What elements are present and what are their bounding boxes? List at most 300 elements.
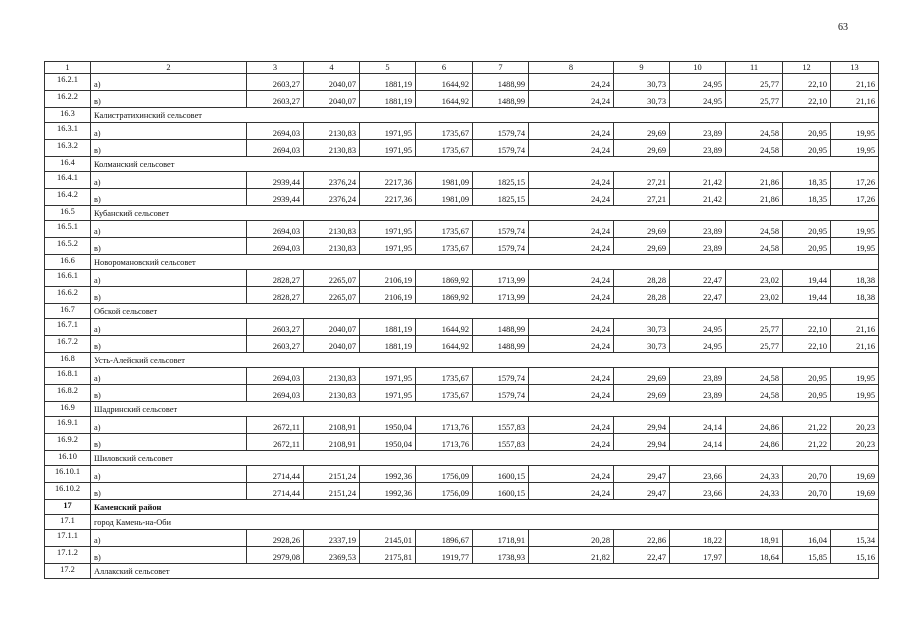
table-row <box>45 483 879 500</box>
value-cell: 2151,24 <box>304 483 360 500</box>
column-header: 13 <box>831 62 879 74</box>
value-cell: 1881,19 <box>360 319 416 336</box>
value-cell: 2603,27 <box>247 319 304 336</box>
column-header: 4 <box>304 62 360 74</box>
value-cell: 1881,19 <box>360 74 416 91</box>
table-row <box>45 74 879 91</box>
value-cell: 24,24 <box>529 189 614 206</box>
value-cell: 25,77 <box>726 336 783 353</box>
row-code: 16.5 <box>45 206 91 221</box>
value-cell: 24,14 <box>670 434 726 451</box>
section-title: Обской сельсовет <box>91 304 879 319</box>
value-cell: 1644,92 <box>416 336 473 353</box>
table-row <box>45 91 879 108</box>
value-cell: 2130,83 <box>304 385 360 402</box>
value-cell: 17,97 <box>670 547 726 564</box>
section-title: Усть-Алейский сельсовет <box>91 353 879 368</box>
value-cell: 19,95 <box>831 368 879 385</box>
column-header: 2 <box>91 62 247 74</box>
row-label: в) <box>91 287 247 304</box>
value-cell: 2828,27 <box>247 270 304 287</box>
value-cell: 1971,95 <box>360 123 416 140</box>
value-cell: 24,58 <box>726 123 783 140</box>
value-cell: 2108,91 <box>304 434 360 451</box>
table-row <box>45 336 879 353</box>
value-cell: 15,85 <box>783 547 831 564</box>
section-row <box>45 304 879 319</box>
value-cell: 2040,07 <box>304 91 360 108</box>
value-cell: 1579,74 <box>473 140 529 157</box>
value-cell: 24,24 <box>529 466 614 483</box>
value-cell: 2672,11 <box>247 434 304 451</box>
row-label: а) <box>91 270 247 287</box>
value-cell: 21,82 <box>529 547 614 564</box>
value-cell: 22,10 <box>783 74 831 91</box>
row-label: а) <box>91 74 247 91</box>
value-cell: 24,24 <box>529 270 614 287</box>
column-header: 8 <box>529 62 614 74</box>
value-cell: 1557,83 <box>473 434 529 451</box>
value-cell: 24,24 <box>529 417 614 434</box>
row-label: а) <box>91 417 247 434</box>
value-cell: 18,64 <box>726 547 783 564</box>
value-cell: 24,86 <box>726 434 783 451</box>
value-cell: 1992,36 <box>360 466 416 483</box>
value-cell: 22,86 <box>614 530 670 547</box>
value-cell: 23,02 <box>726 270 783 287</box>
value-cell: 29,47 <box>614 466 670 483</box>
table-row <box>45 270 879 287</box>
value-cell: 21,86 <box>726 172 783 189</box>
value-cell: 28,28 <box>614 270 670 287</box>
row-code: 16.3.1 <box>45 123 91 140</box>
value-cell: 24,58 <box>726 221 783 238</box>
value-cell: 23,02 <box>726 287 783 304</box>
value-cell: 19,44 <box>783 270 831 287</box>
value-cell: 1713,76 <box>416 417 473 434</box>
section-row <box>45 353 879 368</box>
table-row <box>45 417 879 434</box>
value-cell: 24,24 <box>529 221 614 238</box>
row-label: а) <box>91 466 247 483</box>
value-cell: 21,22 <box>783 417 831 434</box>
value-cell: 2603,27 <box>247 336 304 353</box>
value-cell: 2130,83 <box>304 221 360 238</box>
value-cell: 24,24 <box>529 140 614 157</box>
value-cell: 20,95 <box>783 123 831 140</box>
value-cell: 1756,09 <box>416 466 473 483</box>
table-row <box>45 319 879 336</box>
value-cell: 25,77 <box>726 74 783 91</box>
section-title: Колманский сельсовет <box>91 157 879 172</box>
value-cell: 24,24 <box>529 123 614 140</box>
row-code: 16.7.2 <box>45 336 91 353</box>
value-cell: 2714,44 <box>247 483 304 500</box>
value-cell: 30,73 <box>614 74 670 91</box>
value-cell: 1735,67 <box>416 385 473 402</box>
row-code: 16.6.2 <box>45 287 91 304</box>
value-cell: 1869,92 <box>416 270 473 287</box>
value-cell: 2694,03 <box>247 238 304 255</box>
column-header: 6 <box>416 62 473 74</box>
value-cell: 2694,03 <box>247 123 304 140</box>
value-cell: 18,38 <box>831 270 879 287</box>
row-label: в) <box>91 91 247 108</box>
value-cell: 21,42 <box>670 189 726 206</box>
row-code: 16.6.1 <box>45 270 91 287</box>
value-cell: 24,24 <box>529 319 614 336</box>
value-cell: 1756,09 <box>416 483 473 500</box>
value-cell: 1735,67 <box>416 221 473 238</box>
column-header: 10 <box>670 62 726 74</box>
value-cell: 25,77 <box>726 91 783 108</box>
value-cell: 24,58 <box>726 238 783 255</box>
table-row <box>45 238 879 255</box>
value-cell: 20,95 <box>783 385 831 402</box>
value-cell: 2151,24 <box>304 466 360 483</box>
value-cell: 2672,11 <box>247 417 304 434</box>
value-cell: 20,95 <box>783 140 831 157</box>
value-cell: 2217,36 <box>360 172 416 189</box>
value-cell: 1488,99 <box>473 319 529 336</box>
value-cell: 22,47 <box>670 287 726 304</box>
value-cell: 2130,83 <box>304 123 360 140</box>
value-cell: 29,69 <box>614 238 670 255</box>
value-cell: 28,28 <box>614 287 670 304</box>
row-code: 16.3 <box>45 108 91 123</box>
value-cell: 27,21 <box>614 189 670 206</box>
value-cell: 2130,83 <box>304 140 360 157</box>
value-cell: 1735,67 <box>416 368 473 385</box>
value-cell: 27,21 <box>614 172 670 189</box>
value-cell: 1579,74 <box>473 221 529 238</box>
row-code: 16.4 <box>45 157 91 172</box>
value-cell: 22,10 <box>783 336 831 353</box>
value-cell: 17,26 <box>831 189 879 206</box>
value-cell: 22,47 <box>670 270 726 287</box>
value-cell: 2979,08 <box>247 547 304 564</box>
table-row <box>45 123 879 140</box>
value-cell: 24,24 <box>529 74 614 91</box>
value-cell: 1971,95 <box>360 221 416 238</box>
value-cell: 1971,95 <box>360 385 416 402</box>
value-cell: 1971,95 <box>360 238 416 255</box>
row-label: а) <box>91 221 247 238</box>
value-cell: 24,24 <box>529 287 614 304</box>
value-cell: 20,95 <box>783 238 831 255</box>
row-label: в) <box>91 385 247 402</box>
value-cell: 20,70 <box>783 466 831 483</box>
row-code: 16.6 <box>45 255 91 270</box>
value-cell: 24,58 <box>726 385 783 402</box>
section-row <box>45 402 879 417</box>
value-cell: 1881,19 <box>360 336 416 353</box>
row-code: 16.3.2 <box>45 140 91 157</box>
value-cell: 1950,04 <box>360 417 416 434</box>
section-title: город Камень-на-Оби <box>91 515 879 530</box>
value-cell: 23,89 <box>670 123 726 140</box>
value-cell: 30,73 <box>614 91 670 108</box>
section-row <box>45 515 879 530</box>
value-cell: 19,69 <box>831 466 879 483</box>
value-cell: 1735,67 <box>416 123 473 140</box>
value-cell: 18,35 <box>783 172 831 189</box>
value-cell: 1735,67 <box>416 140 473 157</box>
row-code: 16.2.1 <box>45 74 91 91</box>
row-code: 16.8.1 <box>45 368 91 385</box>
value-cell: 24,24 <box>529 172 614 189</box>
value-cell: 24,24 <box>529 434 614 451</box>
table-row <box>45 385 879 402</box>
value-cell: 23,89 <box>670 368 726 385</box>
value-cell: 1644,92 <box>416 74 473 91</box>
value-cell: 24,24 <box>529 336 614 353</box>
value-cell: 21,16 <box>831 91 879 108</box>
value-cell: 24,95 <box>670 319 726 336</box>
row-label: в) <box>91 547 247 564</box>
value-cell: 2265,07 <box>304 287 360 304</box>
column-header: 3 <box>247 62 304 74</box>
value-cell: 20,70 <box>783 483 831 500</box>
row-code: 17.2 <box>45 564 91 579</box>
value-cell: 1488,99 <box>473 74 529 91</box>
value-cell: 19,95 <box>831 140 879 157</box>
value-cell: 23,89 <box>670 238 726 255</box>
value-cell: 2939,44 <box>247 189 304 206</box>
row-code: 17.1.2 <box>45 547 91 564</box>
value-cell: 22,47 <box>614 547 670 564</box>
value-cell: 18,91 <box>726 530 783 547</box>
value-cell: 2828,27 <box>247 287 304 304</box>
row-label: в) <box>91 483 247 500</box>
value-cell: 24,24 <box>529 385 614 402</box>
value-cell: 1869,92 <box>416 287 473 304</box>
tariff-table <box>44 61 879 579</box>
row-label: а) <box>91 368 247 385</box>
table-row <box>45 172 879 189</box>
value-cell: 1488,99 <box>473 91 529 108</box>
value-cell: 24,24 <box>529 368 614 385</box>
row-label: в) <box>91 434 247 451</box>
value-cell: 2694,03 <box>247 368 304 385</box>
value-cell: 18,22 <box>670 530 726 547</box>
value-cell: 19,95 <box>831 123 879 140</box>
value-cell: 19,69 <box>831 483 879 500</box>
row-code: 16.8 <box>45 353 91 368</box>
section-title: Шадринский сельсовет <box>91 402 879 417</box>
section-title: Калистратихинский сельсовет <box>91 108 879 123</box>
section-row <box>45 108 879 123</box>
value-cell: 24,24 <box>529 91 614 108</box>
table-row <box>45 530 879 547</box>
value-cell: 2337,19 <box>304 530 360 547</box>
row-label: а) <box>91 530 247 547</box>
value-cell: 1718,91 <box>473 530 529 547</box>
value-cell: 1579,74 <box>473 385 529 402</box>
header-row <box>45 62 879 74</box>
value-cell: 23,89 <box>670 221 726 238</box>
value-cell: 24,86 <box>726 417 783 434</box>
row-code: 16.10.1 <box>45 466 91 483</box>
table-row <box>45 368 879 385</box>
value-cell: 1825,15 <box>473 189 529 206</box>
value-cell: 24,95 <box>670 74 726 91</box>
value-cell: 24,33 <box>726 483 783 500</box>
value-cell: 20,23 <box>831 417 879 434</box>
value-cell: 2694,03 <box>247 140 304 157</box>
row-label: в) <box>91 336 247 353</box>
value-cell: 29,94 <box>614 417 670 434</box>
value-cell: 2108,91 <box>304 417 360 434</box>
value-cell: 23,66 <box>670 483 726 500</box>
value-cell: 23,89 <box>670 385 726 402</box>
row-code: 16.4.1 <box>45 172 91 189</box>
table-row <box>45 221 879 238</box>
value-cell: 1713,76 <box>416 434 473 451</box>
value-cell: 1738,93 <box>473 547 529 564</box>
value-cell: 1825,15 <box>473 172 529 189</box>
value-cell: 1919,77 <box>416 547 473 564</box>
value-cell: 20,95 <box>783 221 831 238</box>
value-cell: 2928,26 <box>247 530 304 547</box>
value-cell: 1579,74 <box>473 368 529 385</box>
value-cell: 2694,03 <box>247 221 304 238</box>
value-cell: 1981,09 <box>416 172 473 189</box>
value-cell: 2040,07 <box>304 336 360 353</box>
value-cell: 29,47 <box>614 483 670 500</box>
column-header: 9 <box>614 62 670 74</box>
table-row <box>45 547 879 564</box>
value-cell: 20,28 <box>529 530 614 547</box>
value-cell: 24,95 <box>670 91 726 108</box>
row-code: 16.9.1 <box>45 417 91 434</box>
page-number: 63 <box>838 22 848 33</box>
value-cell: 1644,92 <box>416 91 473 108</box>
row-code: 16.8.2 <box>45 385 91 402</box>
section-title: Шиловский сельсовет <box>91 451 879 466</box>
value-cell: 1488,99 <box>473 336 529 353</box>
value-cell: 1971,95 <box>360 140 416 157</box>
value-cell: 15,34 <box>831 530 879 547</box>
section-row <box>45 255 879 270</box>
row-code: 17.1 <box>45 515 91 530</box>
value-cell: 2106,19 <box>360 270 416 287</box>
section-title: Кубанский сельсовет <box>91 206 879 221</box>
value-cell: 20,23 <box>831 434 879 451</box>
value-cell: 19,44 <box>783 287 831 304</box>
value-cell: 21,22 <box>783 434 831 451</box>
row-label: а) <box>91 123 247 140</box>
value-cell: 2714,44 <box>247 466 304 483</box>
value-cell: 1579,74 <box>473 238 529 255</box>
value-cell: 21,16 <box>831 336 879 353</box>
row-code: 16.9.2 <box>45 434 91 451</box>
section-row <box>45 157 879 172</box>
value-cell: 2694,03 <box>247 385 304 402</box>
value-cell: 1881,19 <box>360 91 416 108</box>
value-cell: 23,66 <box>670 466 726 483</box>
value-cell: 2106,19 <box>360 287 416 304</box>
value-cell: 2130,83 <box>304 368 360 385</box>
row-label: в) <box>91 140 247 157</box>
value-cell: 29,69 <box>614 368 670 385</box>
value-cell: 1992,36 <box>360 483 416 500</box>
value-cell: 19,95 <box>831 238 879 255</box>
value-cell: 22,10 <box>783 319 831 336</box>
column-header: 7 <box>473 62 529 74</box>
value-cell: 22,10 <box>783 91 831 108</box>
value-cell: 1600,15 <box>473 483 529 500</box>
value-cell: 19,95 <box>831 385 879 402</box>
section-title: Каменский район <box>91 500 879 515</box>
column-header: 5 <box>360 62 416 74</box>
row-label: а) <box>91 172 247 189</box>
value-cell: 30,73 <box>614 336 670 353</box>
value-cell: 1600,15 <box>473 466 529 483</box>
value-cell: 18,35 <box>783 189 831 206</box>
value-cell: 1644,92 <box>416 319 473 336</box>
value-cell: 1981,09 <box>416 189 473 206</box>
table-row <box>45 287 879 304</box>
value-cell: 1557,83 <box>473 417 529 434</box>
row-code: 16.7 <box>45 304 91 319</box>
value-cell: 21,42 <box>670 172 726 189</box>
row-code: 16.9 <box>45 402 91 417</box>
value-cell: 2040,07 <box>304 319 360 336</box>
value-cell: 1735,67 <box>416 238 473 255</box>
row-code: 16.2.2 <box>45 91 91 108</box>
value-cell: 21,16 <box>831 319 879 336</box>
value-cell: 24,95 <box>670 336 726 353</box>
value-cell: 29,69 <box>614 385 670 402</box>
section-title: Аллакский сельсовет <box>91 564 879 579</box>
row-code: 16.4.2 <box>45 189 91 206</box>
value-cell: 30,73 <box>614 319 670 336</box>
value-cell: 1579,74 <box>473 123 529 140</box>
row-label: а) <box>91 319 247 336</box>
table-row <box>45 140 879 157</box>
column-header: 11 <box>726 62 783 74</box>
value-cell: 17,26 <box>831 172 879 189</box>
value-cell: 20,95 <box>783 368 831 385</box>
row-code: 17 <box>45 500 91 515</box>
value-cell: 24,24 <box>529 238 614 255</box>
value-cell: 24,58 <box>726 140 783 157</box>
row-code: 17.1.1 <box>45 530 91 547</box>
value-cell: 21,16 <box>831 74 879 91</box>
value-cell: 29,69 <box>614 140 670 157</box>
value-cell: 1971,95 <box>360 368 416 385</box>
value-cell: 18,38 <box>831 287 879 304</box>
table-body <box>45 62 879 579</box>
value-cell: 15,16 <box>831 547 879 564</box>
row-label: в) <box>91 189 247 206</box>
column-header: 12 <box>783 62 831 74</box>
value-cell: 29,69 <box>614 123 670 140</box>
value-cell: 29,94 <box>614 434 670 451</box>
row-code: 16.7.1 <box>45 319 91 336</box>
value-cell: 2369,53 <box>304 547 360 564</box>
section-row <box>45 206 879 221</box>
value-cell: 2040,07 <box>304 74 360 91</box>
row-code: 16.10 <box>45 451 91 466</box>
row-code: 16.5.2 <box>45 238 91 255</box>
section-row <box>45 500 879 515</box>
value-cell: 24,58 <box>726 368 783 385</box>
value-cell: 2175,81 <box>360 547 416 564</box>
value-cell: 19,95 <box>831 221 879 238</box>
value-cell: 24,33 <box>726 466 783 483</box>
